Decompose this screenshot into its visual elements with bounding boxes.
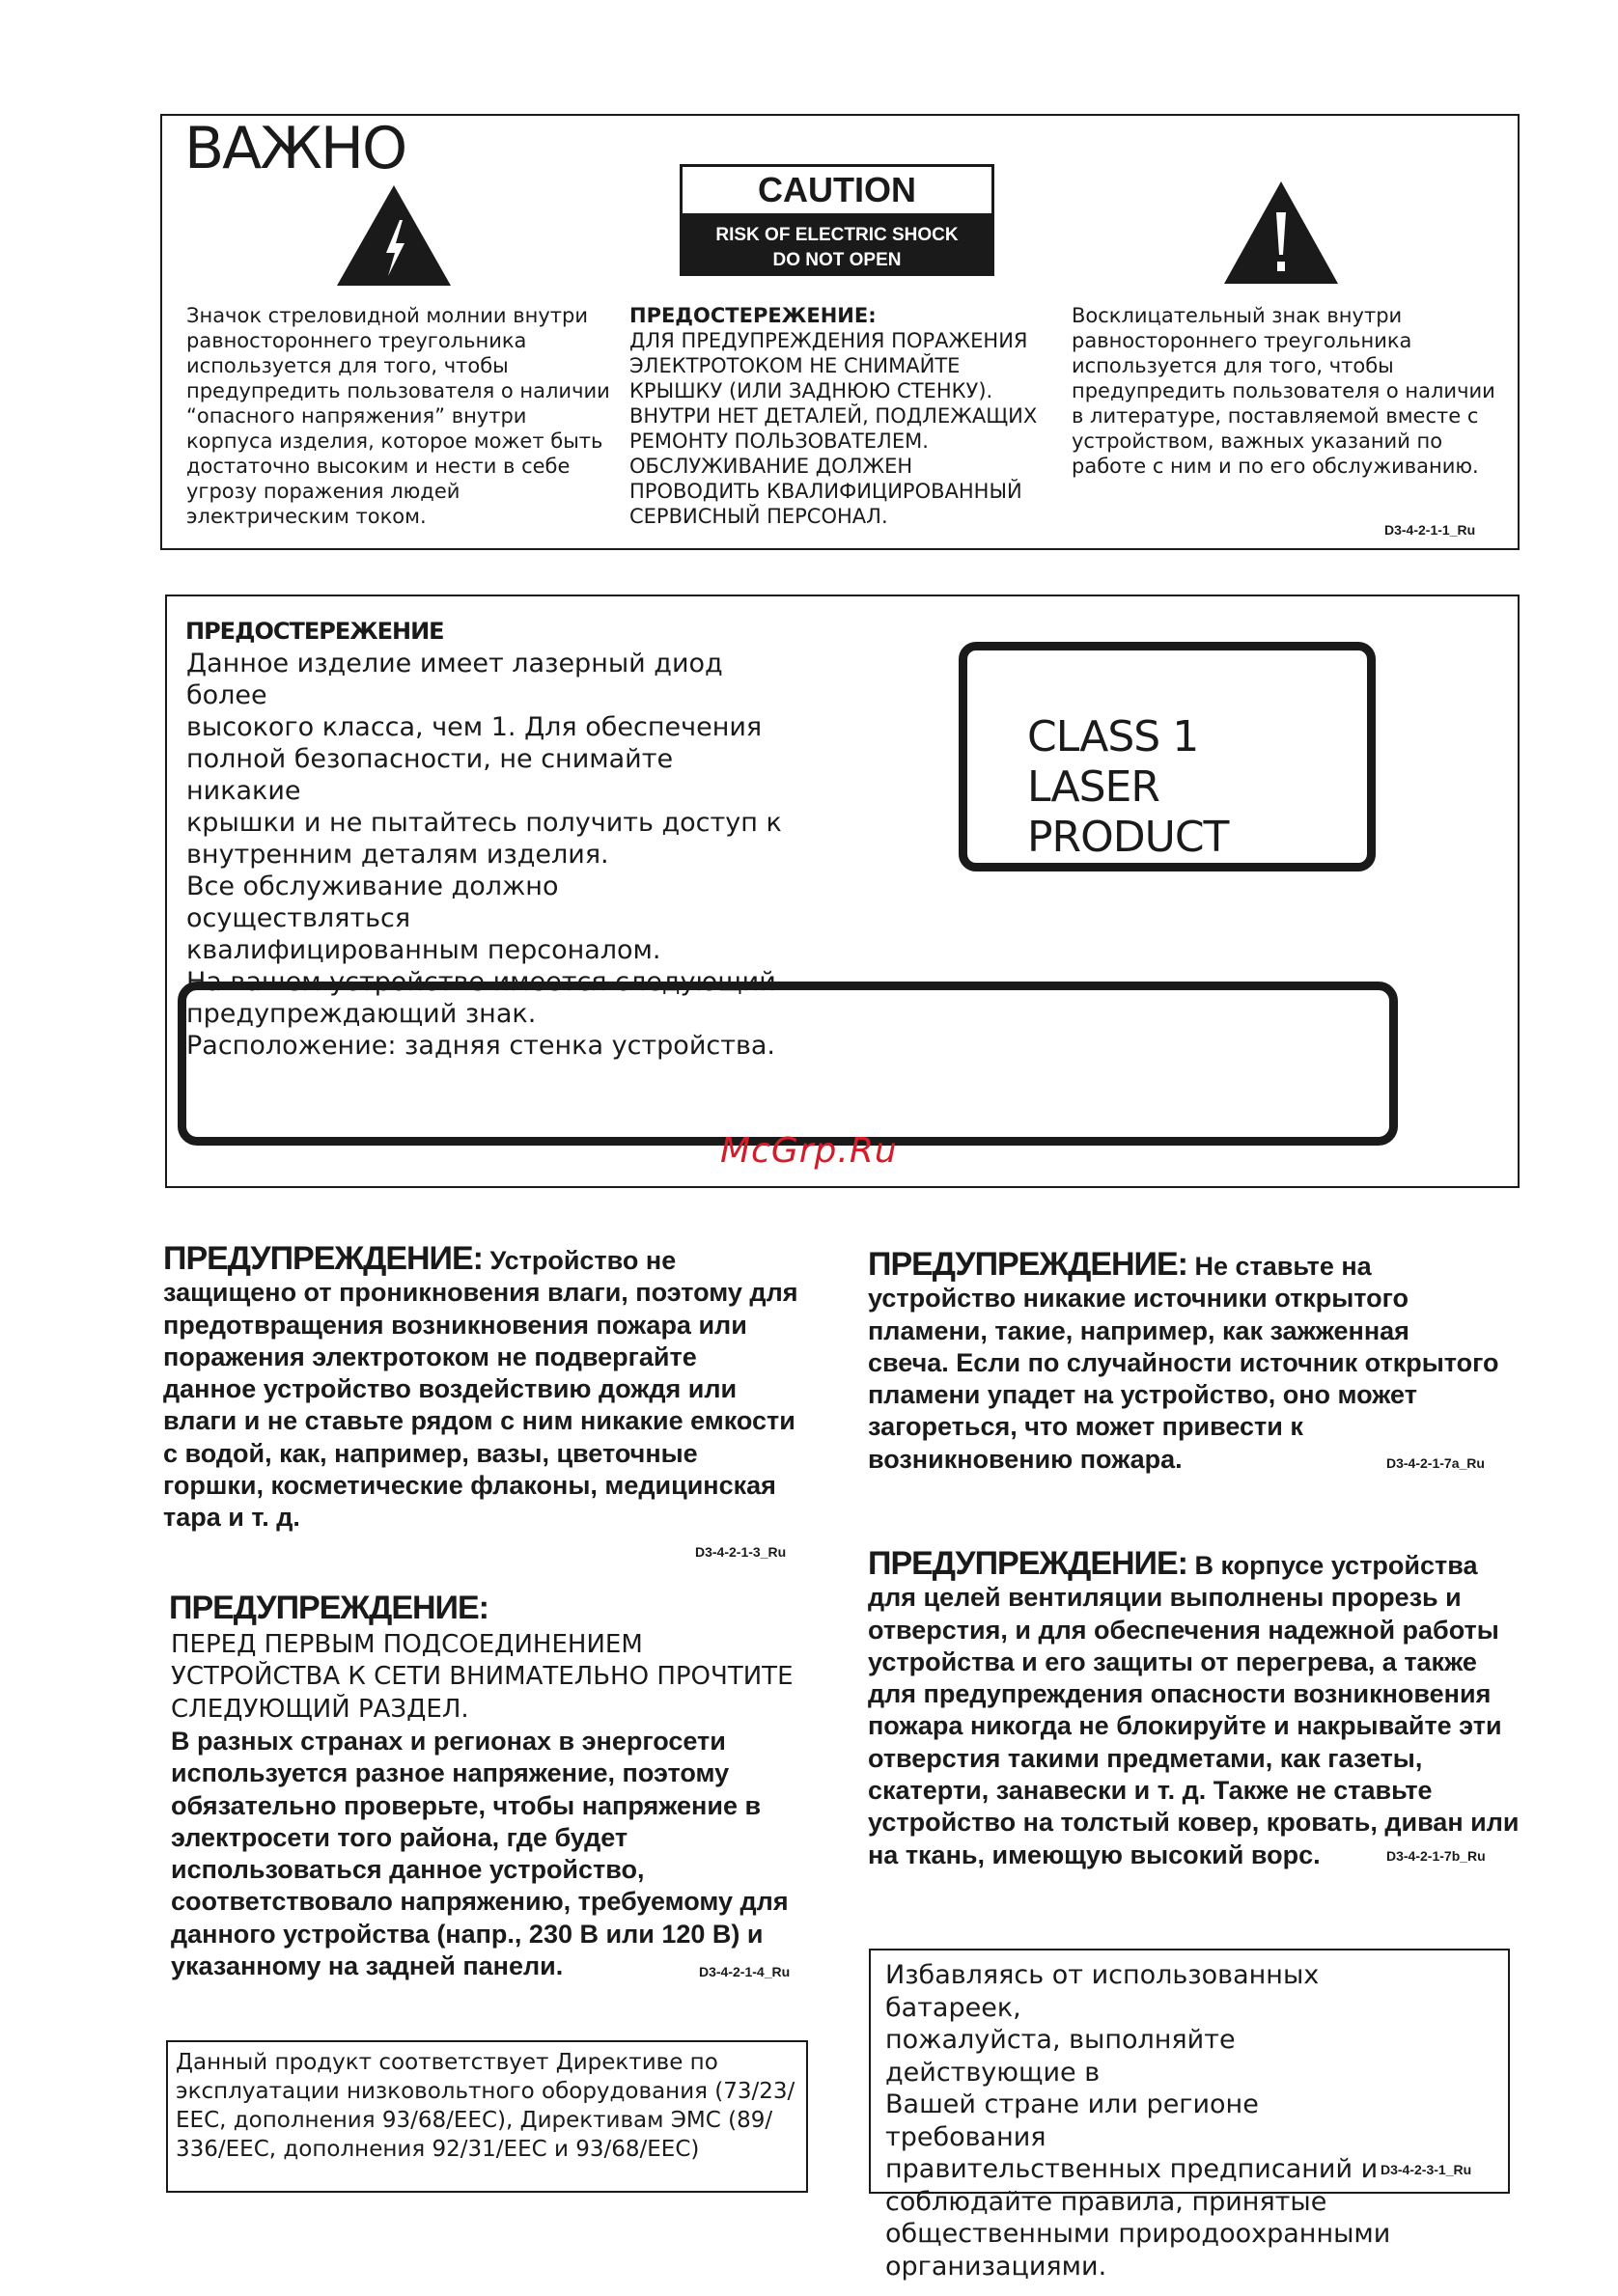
warning-moisture	[163, 1240, 839, 1535]
warning-ventilation	[868, 1545, 1544, 1871]
warning-voltage-head: ПРЕДУПРЕЖДЕНИЕ:	[169, 1590, 488, 1626]
class-1-laser-label	[959, 642, 1376, 871]
warning-flame-text: Не ставьте на устройство никакие источники открытого пламени, такие, например, как зажженная свеча. Если по случайности источник открытого пламени упадет на устройство, оно может загореться, что может привести к возникновению пожара.	[868, 1252, 1499, 1474]
caution-description: ДЛЯ ПРЕДУПРЕЖДЕНИЯ ПОРАЖЕНИЯ ЭЛЕКТРОТОКОМ НЕ СНИМАЙТЕ КРЫШКУ (ИЛИ ЗАДНЮЮ СТЕНКУ). ВНУТРИ НЕТ ДЕТАЛЕЙ, ПОДЛЕЖАЩИХ РЕМОНТУ ПОЛЬЗОВАТЕЛЕМ. ОБСЛУЖИВАНИЕ ДОЛЖЕН ПРОВОДИТЬ КВАЛИФИЦИРОВАННЫЙ СЕРВИСНЫЙ ПЕРСОНАЛ.	[629, 329, 1038, 528]
watermark: McGrp.Ru	[720, 1131, 898, 1171]
lightning-description: Значок стреловидной молнии внутри равностороннего треугольника используется для того, чтобы предупредить пользователя о наличии “опасного напряжения” внутри корпуса изделия, которое может быть достаточно высоким и нести в себе угрозу поражения людей электрическим током.	[186, 304, 610, 528]
caution-label	[680, 164, 994, 276]
warning-ventilation-text: В корпусе устройства для целей вентиляции выполнены прорезь и отверстия, и для обеспечения надежной работы устройства и его защиты от перегрева, а также для предупреждения опасности возникновения пожара никогда не блокируйте и накрывайте эти отверстия такими предметами, как газеты, скатерти, занавески и т. д. Также не ставьте устройство на толстый ковер, кровать, диван или на ткань, имеющую высокий ворс.	[868, 1551, 1520, 1869]
warning-flame-head: ПРЕДУПРЕЖДЕНИЕ:	[868, 1246, 1187, 1283]
battery-text: Избавляясь от использованных батареек, пожалуйста, выполняйте действующие в Вашей стране или регионе требования правительственных предписаний и соблюдайте правила, принятые общественными природоохранными организациями.	[885, 1960, 1391, 2282]
caution-description-title: ПРЕДОСТЕРЕЖЕНИЕ:	[629, 304, 877, 327]
directive-text: Данный продукт соответствует Директиве по эксплуатации низковольтного оборудования (73/23/ EEC, дополнения 93/68/EEC), Директивам ЭМС (89/ 336/EEC, дополнения 92/31/EEC и 93/68/EEC)	[176, 2050, 795, 2162]
caution-subtitle: RISK OF ELECTRIC SHOCK DO NOT OPEN	[683, 213, 991, 273]
class-1-laser-text: CLASS 1 LASER PRODUCT	[1027, 712, 1229, 862]
warning-ventilation-head: ПРЕДУПРЕЖДЕНИЕ:	[868, 1545, 1187, 1582]
warning-voltage-text: В разных странах и регионах в энергосети используется разное напряжение, поэтому обязательно проверьте, чтобы напряжение в электросети того района, где будет использоваться данное устройство, соответствовало напряжению, требуемому для данного устройства (напр., 230 В или 120 В) и указанному на задней панели.	[171, 1727, 789, 1981]
battery-code: D3-4-2-3-1_Ru	[1381, 2162, 1472, 2177]
warning-voltage-caps: ПЕРЕД ПЕРВЫМ ПОДСОЕДИНЕНИЕМ УСТРОЙСТВА К СЕТИ ВНИМАТЕЛЬНО ПРОЧТИТЕ СЛЕДУЮЩИЙ РАЗДЕЛ.	[171, 1630, 794, 1724]
warning-flame-code: D3-4-2-1-7a_Ru	[1386, 1455, 1485, 1471]
warning-ventilation-code: D3-4-2-1-7b_Ru	[1386, 1848, 1486, 1864]
exclamation-description: Восклицательный знак внутри равностороннего треугольника используется для того, чтобы предупредить пользователя о наличии в литературе, поставляемой вместе с устройством, важных указаний по работе с ним и по его обслуживанию.	[1072, 304, 1495, 478]
important-title: ВАЖНО	[184, 115, 406, 182]
important-code: D3-4-2-1-1_Ru	[1384, 522, 1476, 538]
laser-caution-title: ПРЕДОСТЕРЕЖЕНИЕ	[185, 618, 444, 645]
exclamation-warning-icon	[1222, 180, 1340, 286]
warning-moisture-text: Устройство не защищено от проникновения влаги, поэтому для предотвращения возникновения пожара или поражения электротоком не подвергайте данное устройство воздействию дождя или влаги и не ставьте рядом с ним никакие емкости с водой, как, например, вазы, цветочные горшки, косметические флаконы, медицинская тара и т. д.	[163, 1246, 798, 1533]
laser-caution-text: Данное изделие имеет лазерный диод более высокого класса, чем 1. Для обеспечения полной безопасности, не снимайте никакие крышки и не пытайтесь получить доступ к внутренним деталям изделия. Все обслуживание должно осуществляться квалифицированным персоналом. На вашем устройстве имеется следующий предупреждающий знак. Расположение: задняя стенка устройства.	[186, 649, 782, 1061]
lightning-warning-icon	[335, 183, 453, 288]
warning-moisture-code: D3-4-2-1-3_Ru	[695, 1544, 787, 1560]
warning-voltage-code: D3-4-2-1-4_Ru	[699, 1964, 791, 1979]
warning-label-placeholder	[178, 982, 1398, 1146]
warning-moisture-head: ПРЕДУПРЕЖДЕНИЕ:	[163, 1240, 483, 1277]
caution-title: CAUTION	[758, 170, 916, 209]
warning-flame	[868, 1246, 1524, 1476]
